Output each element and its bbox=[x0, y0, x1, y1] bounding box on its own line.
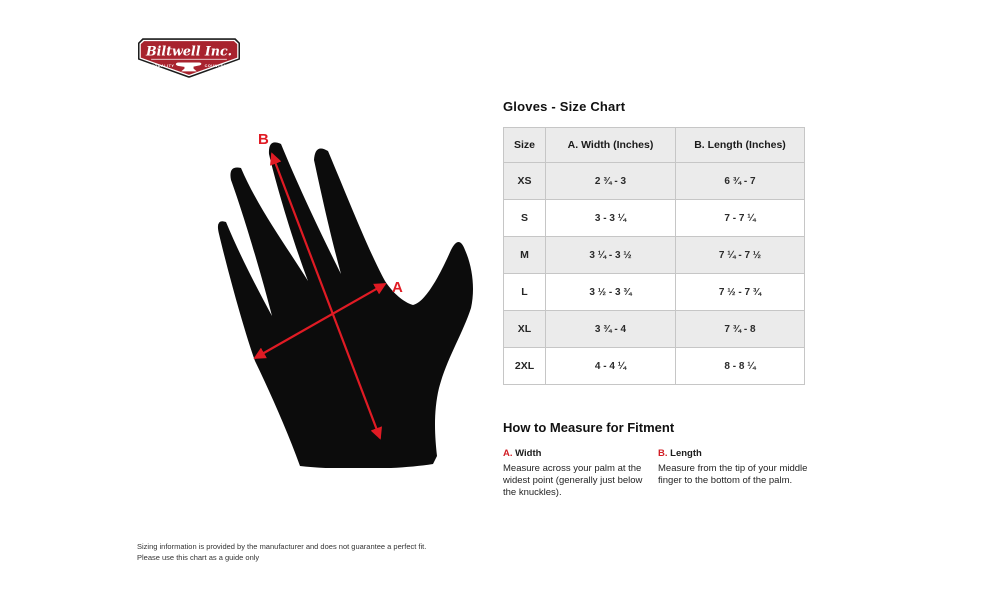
biltwell-logo bbox=[137, 37, 241, 80]
length-value: 7 ¾ - 8 bbox=[676, 311, 805, 348]
table-row bbox=[504, 348, 805, 385]
table-row bbox=[504, 200, 805, 237]
disclaimer-line-1: Sizing information is provided by the manufacturer and does not guarantee a perfect fit. bbox=[137, 542, 427, 551]
col-header-width: A. Width (Inches) bbox=[546, 128, 676, 163]
size-value: 2XL bbox=[504, 348, 546, 385]
measure-width-body: Measure across your palm at the widest point (generally just below the knuckles). bbox=[503, 463, 643, 499]
size-chart-table bbox=[503, 127, 805, 385]
disclaimer-line-2: Please use this chart as a guide only bbox=[137, 553, 260, 563]
measure-instructions bbox=[503, 448, 815, 499]
measure-length-block bbox=[658, 448, 815, 499]
measure-length-letter: B. bbox=[658, 448, 668, 459]
measure-length-label bbox=[658, 448, 815, 459]
length-value: 8 - 8 ¼ bbox=[676, 348, 805, 385]
width-value: 3 ¼ - 3 ½ bbox=[546, 237, 676, 274]
size-value: XL bbox=[504, 311, 546, 348]
col-header-size: Size bbox=[504, 128, 546, 163]
col-header-length: B. Length (Inches) bbox=[676, 128, 805, 163]
label-b: B bbox=[258, 131, 269, 148]
length-value: 7 ½ - 7 ¾ bbox=[676, 274, 805, 311]
hand-silhouette bbox=[218, 142, 473, 468]
width-value: 2 ¾ - 3 bbox=[546, 163, 676, 200]
length-value: 7 - 7 ¼ bbox=[676, 200, 805, 237]
size-chart-title: Gloves - Size Chart bbox=[503, 99, 626, 114]
table-row bbox=[504, 274, 805, 311]
measure-width-title: Width bbox=[515, 448, 542, 459]
logo-brand-text: Biltwell Inc. bbox=[145, 43, 233, 59]
width-value: 4 - 4 ¼ bbox=[546, 348, 676, 385]
measure-width-letter: A. bbox=[503, 448, 513, 459]
label-a: A bbox=[392, 279, 403, 296]
width-value: 3 - 3 ¼ bbox=[546, 200, 676, 237]
logo-tagline-left: "QUALITY bbox=[152, 64, 175, 69]
width-value: 3 ½ - 3 ¾ bbox=[546, 274, 676, 311]
disclaimer bbox=[137, 541, 426, 564]
measure-length-title: Length bbox=[670, 448, 702, 459]
measure-heading: How to Measure for Fitment bbox=[503, 420, 675, 435]
width-value: 3 ¾ - 4 bbox=[546, 311, 676, 348]
size-value: L bbox=[504, 274, 546, 311]
table-header-row bbox=[504, 128, 805, 163]
length-value: 6 ¾ - 7 bbox=[676, 163, 805, 200]
size-chart-panel bbox=[503, 99, 815, 499]
hand-measurement-diagram bbox=[195, 118, 485, 468]
size-value: M bbox=[504, 237, 546, 274]
table-row bbox=[504, 237, 805, 274]
measure-width-block bbox=[503, 448, 653, 499]
measure-width-label bbox=[503, 448, 653, 459]
table-row bbox=[504, 163, 805, 200]
table-row bbox=[504, 311, 805, 348]
measure-length-body: Measure from the tip of your middle finger to the bottom of the palm. bbox=[658, 463, 808, 487]
size-value: S bbox=[504, 200, 546, 237]
size-value: XS bbox=[504, 163, 546, 200]
length-value: 7 ¼ - 7 ½ bbox=[676, 237, 805, 274]
logo-tagline-right: COUNTS" bbox=[204, 64, 226, 69]
